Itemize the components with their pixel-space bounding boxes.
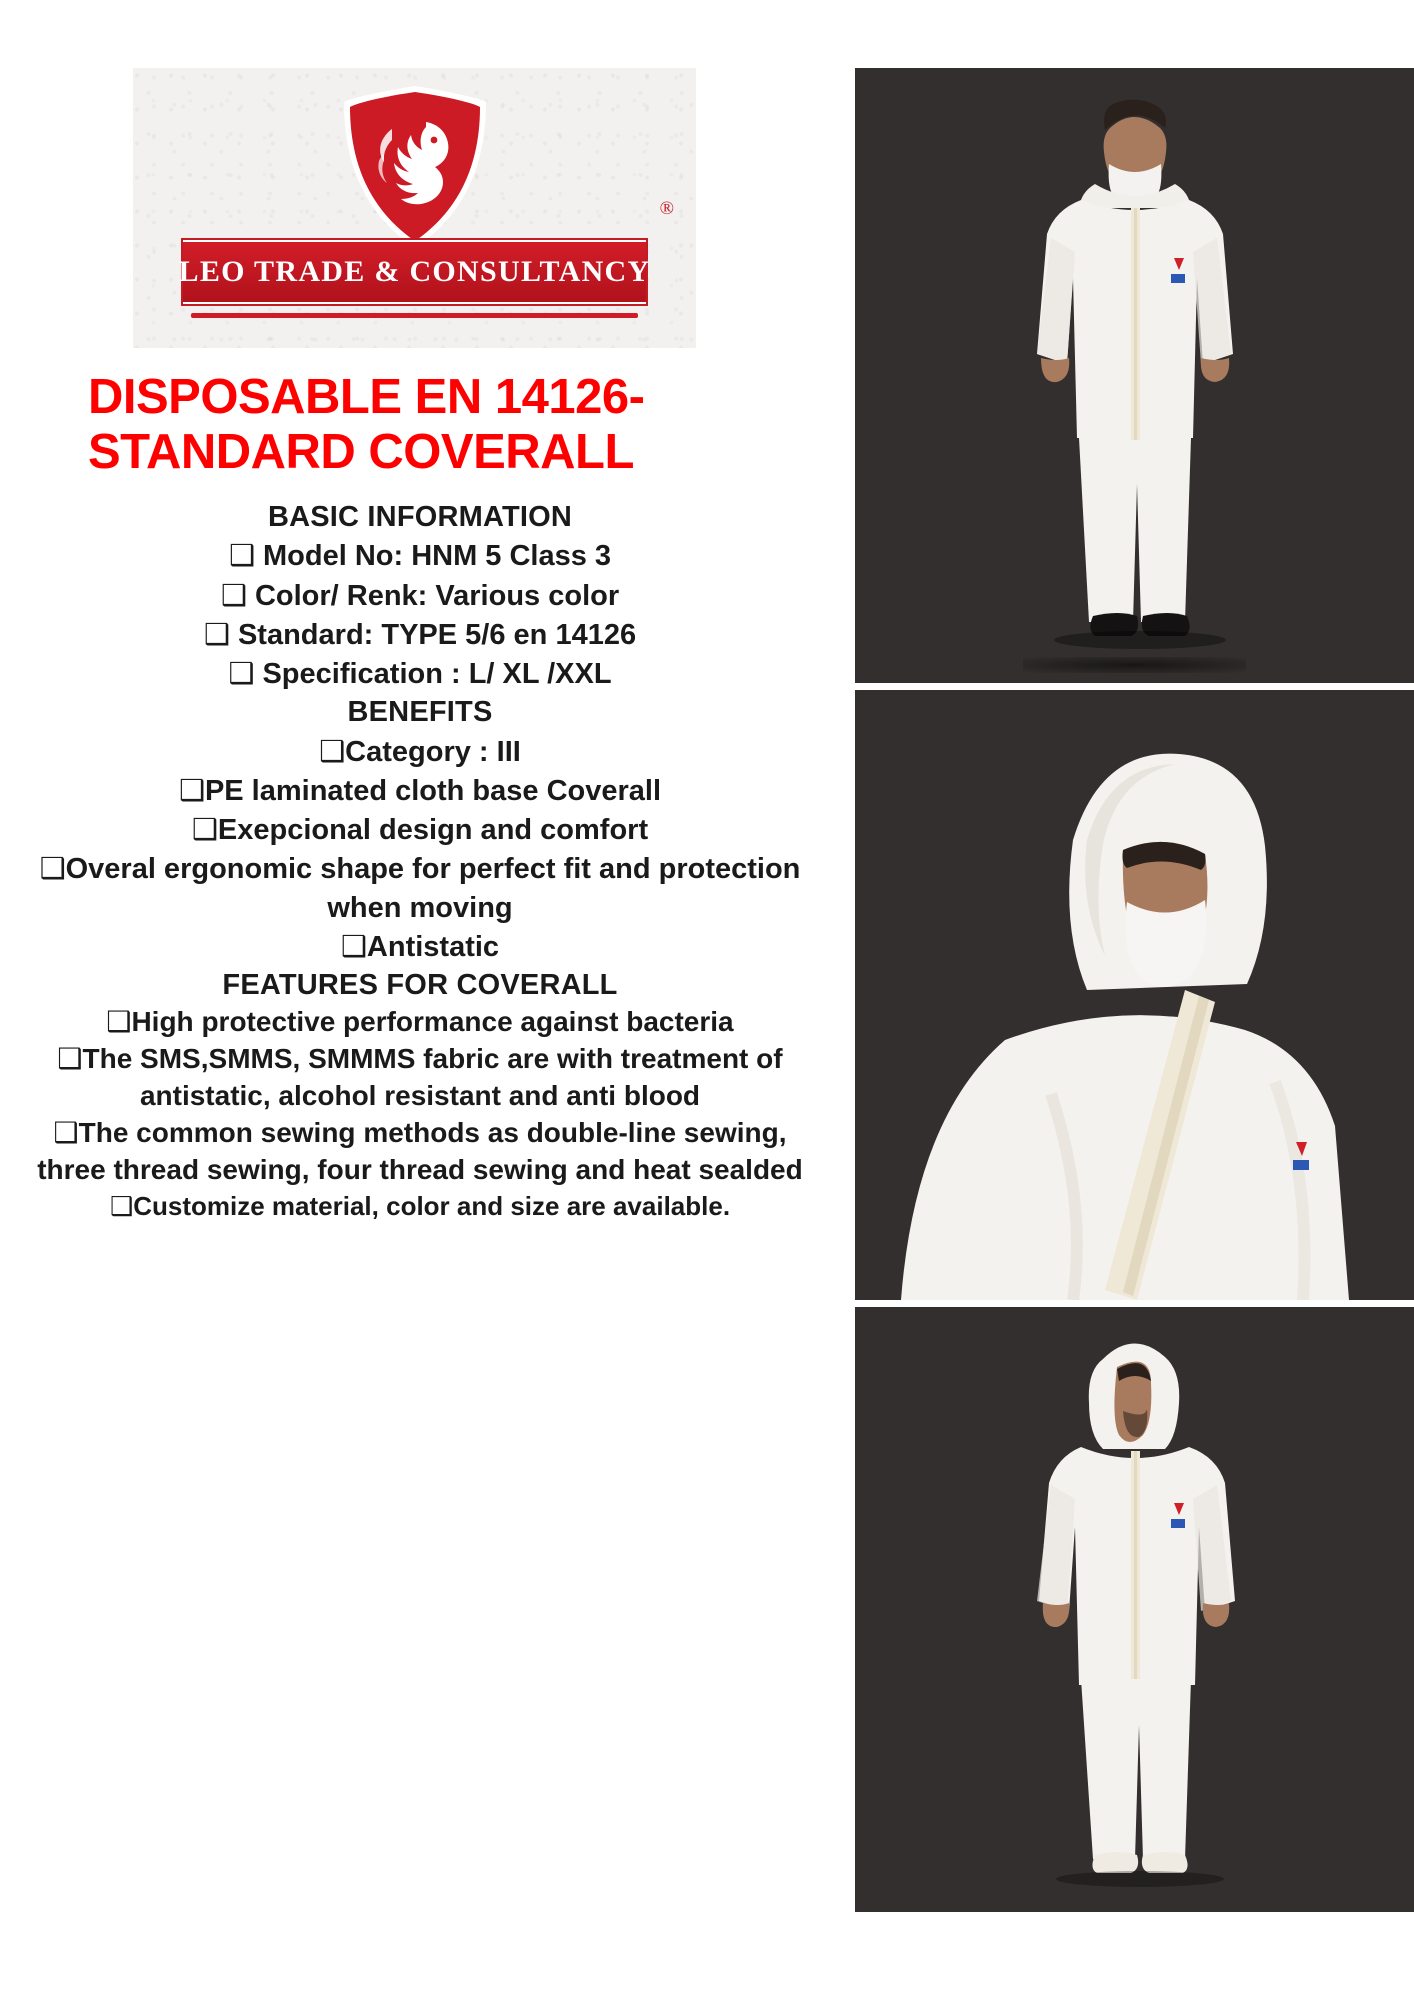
bullet-box-icon: ❑: [39, 851, 66, 886]
list-item: [20, 849, 820, 927]
bullet-box-icon: ❑: [106, 1005, 132, 1039]
list-item: [20, 1189, 820, 1224]
section-heading-basic-information: BASIC INFORMATION: [267, 501, 573, 533]
brand-name-text: LEO TRADE & CONSULTANCY: [178, 255, 651, 288]
page-title: DISPOSABLE EN 14126-STANDARD COVERALL: [88, 370, 645, 479]
bullet-box-icon: ❑: [191, 812, 218, 847]
list-item: [20, 1115, 820, 1189]
banner-underline-divider: [191, 313, 638, 318]
product-photo-column: [855, 0, 1414, 2000]
list-item-label: Antistatic: [366, 930, 500, 963]
lion-shield-icon: [340, 82, 490, 252]
bullet-box-icon: ❑: [319, 733, 346, 768]
section-heading-features: FEATURES FOR COVERALL: [222, 969, 618, 1002]
list-item-label: Standard: TYPE 5/6 en 14126: [237, 618, 637, 651]
bullet-box-icon: ❑: [340, 928, 367, 963]
list-item: [20, 654, 820, 693]
list-item: [20, 810, 820, 849]
bullet-box-icon: ❑: [220, 577, 247, 612]
bullet-box-icon: ❑: [228, 656, 255, 691]
list-item-label: Overal ergonomic shape for perfect fit and protection when moving: [65, 853, 801, 924]
photo-floor-shadow: [1023, 657, 1247, 673]
section-heading-benefits: BENEFITS: [347, 696, 493, 729]
list-item-label: Exepcional design and comfort: [217, 814, 649, 847]
list-item-label: Specification : L/ XL /XXL: [262, 658, 612, 691]
list-item-label: The common sewing methods as double-line sewing, three thread sewing, four thread sewing and heat sealded: [37, 1117, 803, 1186]
list-item-label: High protective performance against bacteria: [131, 1006, 734, 1038]
bullet-box-icon: ❑: [228, 538, 255, 573]
product-photo-hood-closeup: [855, 690, 1414, 1300]
bullet-box-icon: ❑: [53, 1116, 79, 1150]
product-details-text: [20, 498, 820, 1225]
registered-trademark-mark: ®: [659, 198, 674, 219]
list-item: [20, 576, 820, 615]
list-item-label: Category : III: [345, 735, 521, 768]
brand-name-banner: [178, 240, 651, 304]
list-item: [20, 927, 820, 966]
product-photo-front-full-body: [855, 68, 1414, 683]
list-item: [20, 536, 820, 575]
list-item-label: The SMS,SMMS, SMMMS fabric are with treatment of antistatic, alcohol resistant and anti blood: [82, 1043, 783, 1112]
bullet-box-icon: ❑: [203, 616, 230, 651]
list-item-label: PE laminated cloth base Coverall: [204, 774, 662, 807]
product-photo-hooded-full-body: [855, 1307, 1414, 1912]
bullet-box-icon: ❑: [178, 772, 205, 807]
list-item: [20, 732, 820, 771]
list-item: [20, 771, 820, 810]
list-item-label: Model No: HNM 5 Class 3: [263, 540, 612, 573]
list-item: [20, 615, 820, 654]
list-item: [20, 1004, 820, 1041]
list-item: [20, 1041, 820, 1115]
bullet-box-icon: ❑: [57, 1042, 83, 1076]
brand-logo-block: [133, 68, 696, 348]
bullet-box-icon: ❑: [109, 1192, 134, 1223]
list-item-label: Customize material, color and size are available.: [133, 1191, 731, 1222]
list-item-label: Color/ Renk: Various color: [254, 579, 620, 612]
